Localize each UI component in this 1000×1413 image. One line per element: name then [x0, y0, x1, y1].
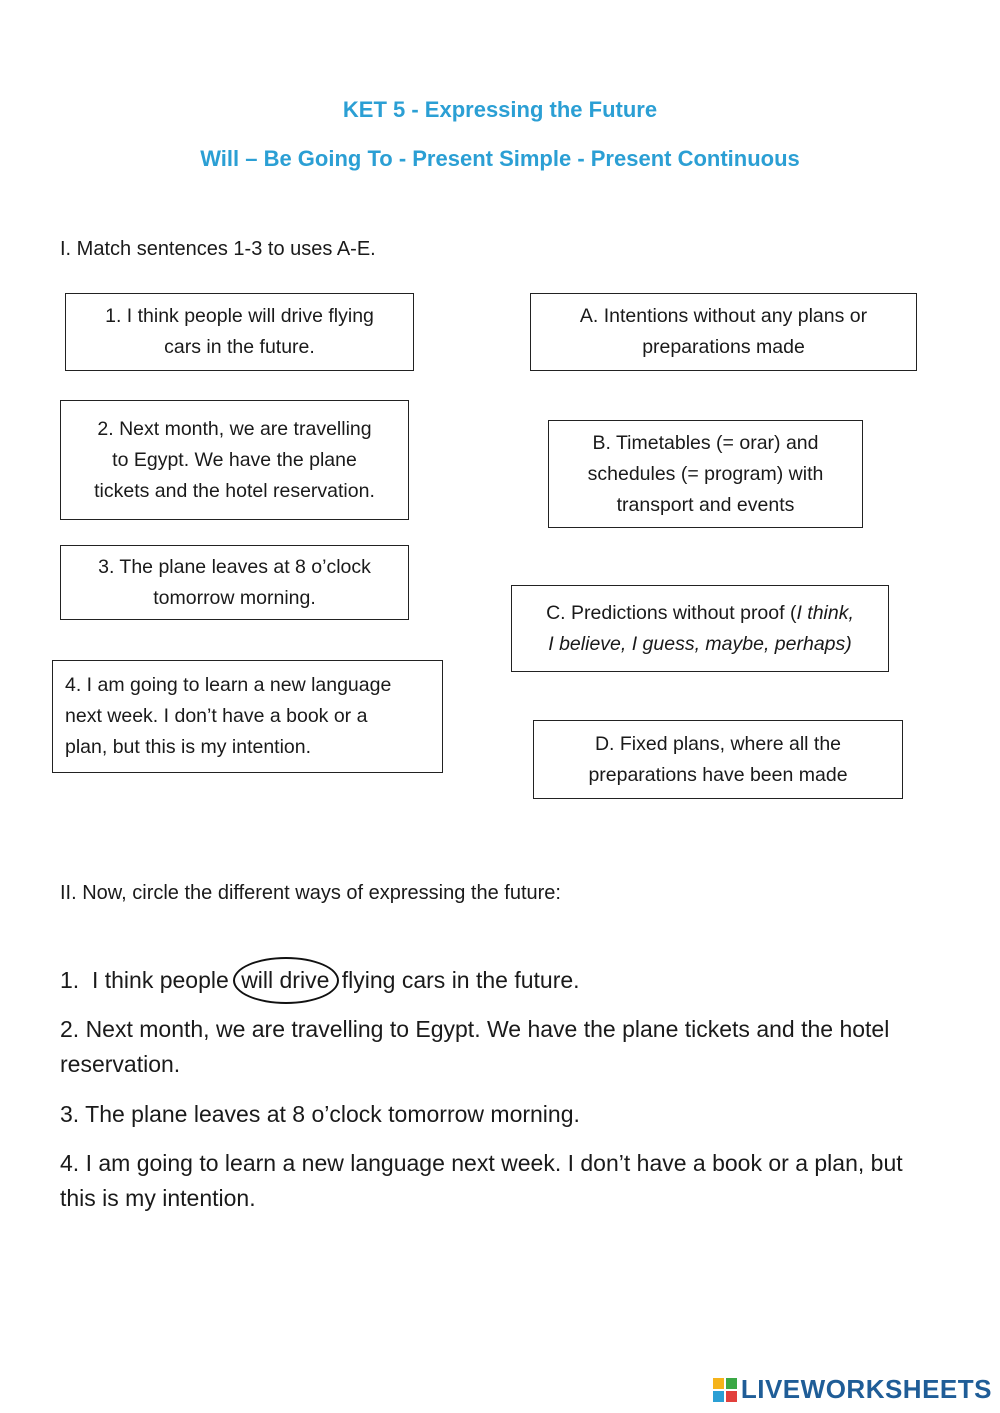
sentence-1-line-1: 1. I think people will drive flying: [105, 305, 374, 327]
sentence-box-2[interactable]: [60, 400, 409, 520]
use-c-prefix: C. Predictions without proof (: [546, 601, 797, 624]
liveworksheets-logo: [713, 1374, 992, 1405]
part2-instruction: II. Now, circle the different ways of expressing the future:: [60, 882, 561, 904]
liveworksheets-logo-icon: [713, 1378, 737, 1402]
circled-answer[interactable]: will drive: [235, 963, 335, 998]
use-c-line-1: [546, 598, 854, 629]
sentence-1-line-2: cars in the future.: [164, 336, 315, 358]
sentence-3-line-1: 3. The plane leaves at 8 o’clock: [98, 555, 371, 578]
sentence-2-line-1: 2. Next month, we are travelling: [97, 417, 372, 440]
circle-sentence-2[interactable]: 2. Next month, we are travelling to Egypt. We have the plane tickets and the hotel reservation.: [60, 1016, 890, 1077]
use-c-italic-1: I think,: [796, 601, 854, 624]
use-a-line-1: A. Intentions without any plans or: [579, 305, 868, 327]
sentence-1-before: 1. I think people: [60, 967, 236, 993]
circle-sentence-3[interactable]: 3. The plane leaves at 8 o’clock tomorrow morning.: [60, 1101, 580, 1127]
use-d-line-1: D. Fixed plans, where all the: [594, 732, 842, 755]
use-box-b[interactable]: [548, 420, 863, 528]
sentence-3-line-2: tomorrow morning.: [153, 586, 316, 609]
sentence-4-line-2: next week. I don’t have a book or a: [65, 705, 368, 727]
logo-square-4: [726, 1391, 737, 1402]
use-b-line-2: schedules (= program) with: [587, 462, 824, 485]
use-a-line-2: preparations made: [642, 336, 805, 358]
sentence-4-line-3: plan, but this is my intention.: [65, 736, 312, 758]
use-box-a[interactable]: [530, 293, 917, 371]
sentence-box-4[interactable]: [52, 660, 443, 773]
use-b-line-3: transport and events: [616, 493, 795, 516]
logo-text: LIVEWORKSHEETS: [740, 1374, 992, 1404]
logo-square-2: [726, 1378, 737, 1389]
sentence-box-3[interactable]: [60, 545, 409, 620]
circle-sentence-1[interactable]: [60, 963, 940, 998]
sentence-2-line-3: tickets and the hotel reservation.: [94, 479, 375, 502]
logo-square-1: [713, 1378, 724, 1389]
use-box-c[interactable]: [511, 585, 889, 672]
circle-sentence-4[interactable]: 4. I am going to learn a new language next week. I don’t have a book or a plan, but this is my intention.: [60, 1150, 903, 1211]
use-d-line-2: preparations have been made: [588, 763, 848, 786]
use-box-d[interactable]: [533, 720, 903, 799]
use-b-line-1: B. Timetables (= orar) and: [592, 431, 819, 454]
worksheet-title: KET 5 - Expressing the Future: [342, 97, 658, 122]
sentence-1-after: flying cars in the future.: [335, 967, 580, 993]
use-c-italic-2: I believe, I guess, maybe, perhaps): [548, 632, 852, 655]
part1-instruction: I. Match sentences 1-3 to uses A-E.: [60, 238, 376, 260]
logo-square-3: [713, 1391, 724, 1402]
sentence-4-line-1: 4. I am going to learn a new language: [65, 674, 392, 696]
sentence-box-1[interactable]: [65, 293, 414, 371]
worksheet-subtitle: Will – Be Going To - Present Simple - Present Continuous: [200, 146, 800, 171]
sentence-2-line-2: to Egypt. We have the plane: [112, 448, 357, 471]
